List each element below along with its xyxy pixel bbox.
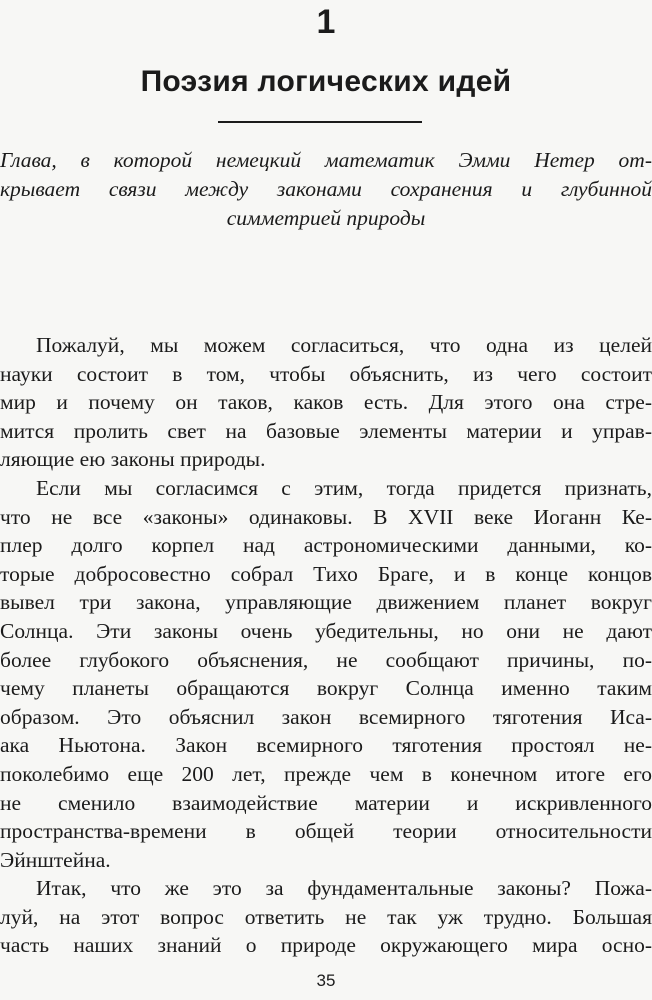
paragraph-line: вывел три закона, управляющие движением планет вокруг — [0, 590, 652, 615]
paragraph-line: Если мы согласимся с этим, тогда придется признать, — [36, 475, 652, 500]
chapter-epigraph — [0, 146, 652, 233]
paragraph-line: ляющие ею законы природы. — [0, 447, 266, 472]
paragraph-line: науки состоит в том, чтобы объяснить, из чего состоит — [0, 361, 652, 386]
epigraph-line: симметрией природы — [226, 206, 426, 230]
title-divider — [218, 121, 422, 123]
chapter-title: Поэзия логических идей — [140, 65, 512, 98]
paragraph-line: Итак, что же это за фундаментальные законы? Пожа- — [36, 876, 652, 901]
paragraph-line: чему планеты обращаются вокруг Солнца именно таким — [0, 676, 652, 701]
paragraph-line: ака Ньютона. Закон всемирного тяготения простоял не- — [0, 733, 652, 758]
paragraph-line: торые добросовестно собрал Тихо Браге, и в конце концов — [0, 561, 652, 586]
paragraph-line: что не все «законы» одинаковы. В XVII веке Иоганн Ке- — [0, 504, 652, 529]
epigraph-line: крывает связи между законами сохранения и глубинной — [0, 177, 652, 201]
paragraph-line: Пожалуй, мы можем согласиться, что одна из целей — [36, 333, 652, 357]
page-number: 35 — [316, 971, 336, 990]
paragraph-line: плер долго корпел над астрономическими данными, ко- — [0, 533, 652, 558]
paragraph-line: пространства-времени в общей теории относительности — [0, 819, 652, 844]
paragraph-line: не сменило взаимодействие материи и искривленного — [0, 790, 652, 815]
paragraph-line: мир и почему он таков, каков есть. Для этого она стре- — [0, 390, 652, 415]
epigraph-line: Глава, в которой немецкий математик Эмми Нетер от- — [0, 148, 652, 172]
paragraph-line: образом. Это объяснил закон всемирного тяготения Иса- — [0, 704, 652, 729]
paragraph-line: луй, на этот вопрос ответить не так уж трудно. Большая — [0, 904, 652, 929]
paragraph-line: мится пролить свет на базовые элементы материи и управ- — [0, 418, 652, 443]
chapter-number: 1 — [316, 3, 336, 41]
paragraph-line: часть наших знаний о природе окружающего мира осно- — [0, 933, 652, 958]
paragraph-line: поколебимо еще 200 лет, прежде чем в конечном итоге его — [0, 761, 652, 786]
body-text — [0, 331, 652, 960]
paragraph-line: Солнца. Эти законы очень убедительны, но они не дают — [0, 618, 652, 643]
paragraph-line: Эйнштейна. — [0, 847, 111, 872]
paragraph-line: более глубокого объяснения, не сообщают причины, по- — [0, 647, 652, 672]
